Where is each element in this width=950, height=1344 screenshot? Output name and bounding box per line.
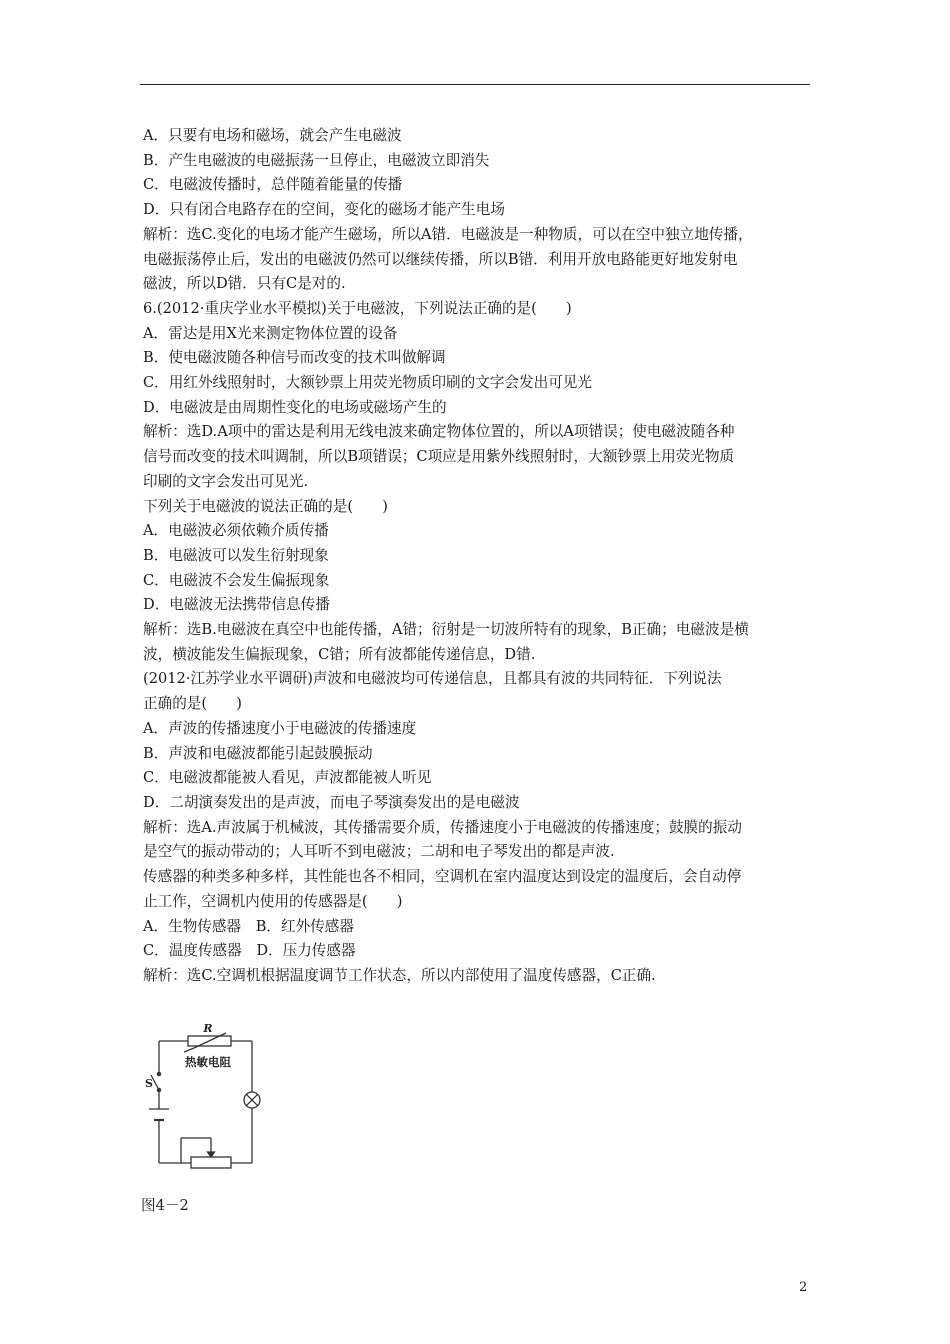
text-line: D．二胡演奏发出的是声波，而电子琴演奏发出的是电磁波 [143,793,520,811]
text-line: C．温度传感器 D．压力传感器 [143,942,356,960]
text-line: 传感器的种类多种多样，其性能也各不相同，空调机在室内温度达到设定的温度后，会自动停 [143,868,742,886]
text-line: 解析：选B.电磁波在真空中也能传播，A错；衍射是一切波所特有的现象，B正确；电磁波是横 [143,621,749,639]
text-line: B．使电磁波随各种信号而改变的技术叫做解调 [143,349,446,367]
text-line: 磁波，所以D错．只有C是对的. [143,275,346,293]
circuit-diagram [140,1022,270,1176]
text-line: C．电磁波传播时，总伴随着能量的传播 [143,176,403,194]
text-line: A．雷达是用X光来测定物体位置的设备 [143,324,398,342]
text-line: 波，横波能发生偏振现象，C错；所有波都能传递信息，D错. [143,645,536,663]
text-line: B．产生电磁波的电磁振荡一旦停止，电磁波立即消失 [143,151,490,169]
text-line: B．电磁波可以发生衍射现象 [143,546,329,564]
text-line: 正确的是( ) [143,695,242,713]
figure-caption: 图4－2 [141,1197,189,1214]
text-line: A．生物传感器 B．红外传感器 [143,917,354,935]
text-line: 解析：选A.声波属于机械波，其传播需要介质，传播速度小于电磁波的传播速度；鼓膜的振动 [143,818,742,836]
text-line: (2012·江苏学业水平调研)声波和电磁波均可传递信息，且都具有波的共同特征．下列说法 [143,670,722,688]
lamp-symbol [244,1092,260,1108]
text-line: A．电磁波必须依赖介质传播 [143,522,329,540]
text-line: A．只要有电场和磁场，就会产生电磁波 [143,127,402,144]
text-line: D．电磁波是由周期性变化的电场或磁场产生的 [143,398,447,416]
thermistor-label: 热敏电阻 [185,1055,231,1069]
switch-label: S [145,1077,153,1090]
text-line: 电磁振荡停止后，发出的电磁波仍然可以继续传播，所以B错．利用开放电路能更好地发射电 [143,250,738,268]
page-number: 2 [799,1280,808,1295]
battery-symbol [149,1109,169,1120]
text-line: A．声波的传播速度小于电磁波的传播速度 [143,719,417,737]
text-line: 印刷的文字会发出可见光. [143,472,309,490]
text-line: B．声波和电磁波都能引起鼓膜振动 [143,744,373,762]
text-line: 解析：选D.A项中的雷达是利用无线电波来确定物体位置的，所以A项错误；使电磁波随各种 [143,423,735,441]
text-line: C．电磁波都能被人看见，声波都能被人听见 [143,769,432,787]
text-line: 是空气的振动带动的；人耳听不到电磁波；二胡和电子琴发出的都是声波. [143,843,615,861]
text-line: 解析：选C.变化的电场才能产生磁场，所以A错．电磁波是一种物质，可以在空中独立地传播， [143,225,753,243]
resistor-label: R [203,1022,213,1035]
header-rule [140,84,810,85]
text-line: 止工作，空调机内使用的传感器是( ) [143,892,403,910]
thermistor-symbol [184,1033,231,1052]
document-body [143,124,815,989]
text-line: 6.(2012·重庆学业水平模拟)关于电磁波，下列说法正确的是( ) [143,299,572,317]
text-line: C．用红外线照射时，大额钞票上用荧光物质印刷的文字会发出可见光 [143,374,592,392]
text-line: 信号而改变的技术叫调制，所以B项错误；C项应是用紫外线照射时，大额钞票上用荧光物质 [143,448,735,466]
text-line: D．电磁波无法携带信息传播 [143,596,330,614]
text-line: 下列关于电磁波的说法正确的是( ) [143,497,388,515]
text-line: C．电磁波不会发生偏振现象 [143,571,330,589]
text-line: 解析：选C.空调机根据温度调节工作状态，所以内部使用了温度传感器，C正确. [143,966,656,984]
text-line: D．只有闭合电路存在的空间，变化的磁场才能产生电场 [143,201,505,219]
